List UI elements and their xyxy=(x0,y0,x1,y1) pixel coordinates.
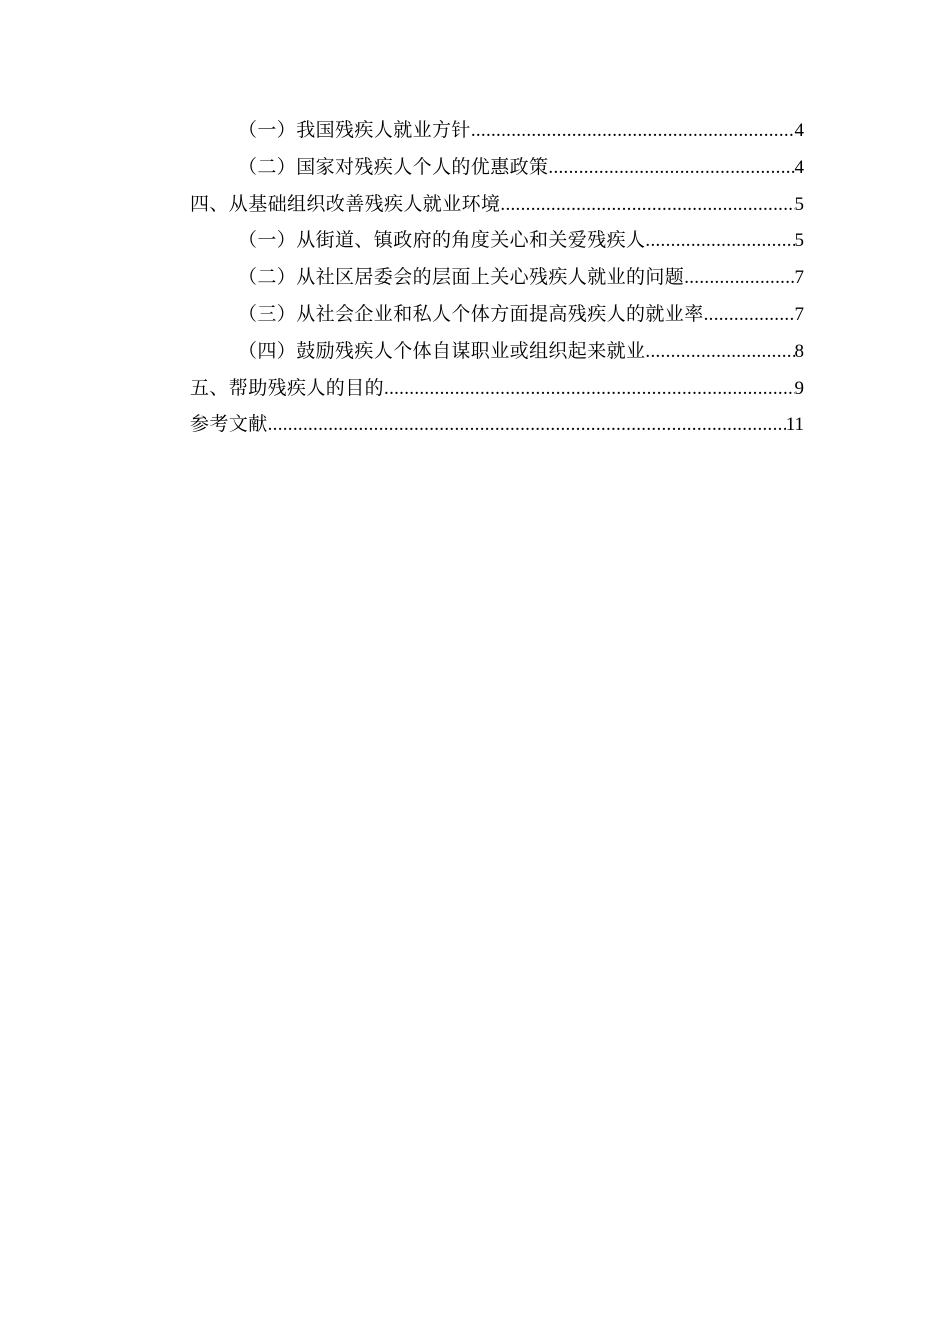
toc-dot-leader xyxy=(704,297,795,334)
toc-entry-title: （三）从社会企业和私人个体方面提高残疾人的就业率 xyxy=(238,302,704,325)
toc-dot-leader xyxy=(548,150,794,187)
toc-entry[interactable] xyxy=(190,186,804,223)
toc-entry[interactable] xyxy=(190,112,804,149)
toc-entry-title: 四、从基础组织改善残疾人就业环境 xyxy=(190,192,501,215)
toc-entry[interactable] xyxy=(190,259,804,296)
toc-entry-title: 五、帮助残疾人的目的 xyxy=(190,376,385,399)
toc-dot-leader xyxy=(645,334,794,371)
toc-entry-title: （二）国家对残疾人个人的优惠政策 xyxy=(238,155,549,178)
toc-entry[interactable] xyxy=(190,333,804,370)
toc-entry-page: 5 xyxy=(794,193,804,215)
toc-dot-leader xyxy=(645,223,794,260)
toc-entry-page: 7 xyxy=(794,267,804,289)
toc-entry-title: 参考文献 xyxy=(190,413,268,436)
toc-entry-title: （一）从街道、镇政府的角度关心和关爱残疾人 xyxy=(238,229,646,252)
toc-dot-leader xyxy=(500,187,794,224)
table-of-contents xyxy=(190,112,804,443)
toc-entry[interactable] xyxy=(190,406,804,443)
toc-entry[interactable] xyxy=(190,149,804,186)
toc-entry-title: （一）我国残疾人就业方针 xyxy=(238,119,471,141)
toc-entry-page: 5 xyxy=(794,230,804,252)
toc-entry[interactable] xyxy=(190,296,804,333)
toc-dot-leader xyxy=(684,260,794,297)
toc-entry-title: （四）鼓励残疾人个体自谋职业或组织起来就业 xyxy=(238,339,646,362)
toc-dot-leader xyxy=(268,407,786,444)
toc-dot-leader xyxy=(384,371,794,408)
toc-entry-page: 11 xyxy=(785,414,804,436)
toc-entry[interactable] xyxy=(190,222,804,259)
toc-dot-leader xyxy=(471,113,795,150)
toc-entry-page: 4 xyxy=(794,120,804,141)
toc-entry-page: 9 xyxy=(794,377,804,399)
toc-entry-title: （二）从社区居委会的层面上关心残疾人就业的问题 xyxy=(238,266,685,289)
toc-entry[interactable] xyxy=(190,370,804,407)
toc-entry-page: 8 xyxy=(794,340,804,362)
toc-entry-page: 4 xyxy=(794,156,804,178)
toc-entry-page: 7 xyxy=(794,303,804,325)
